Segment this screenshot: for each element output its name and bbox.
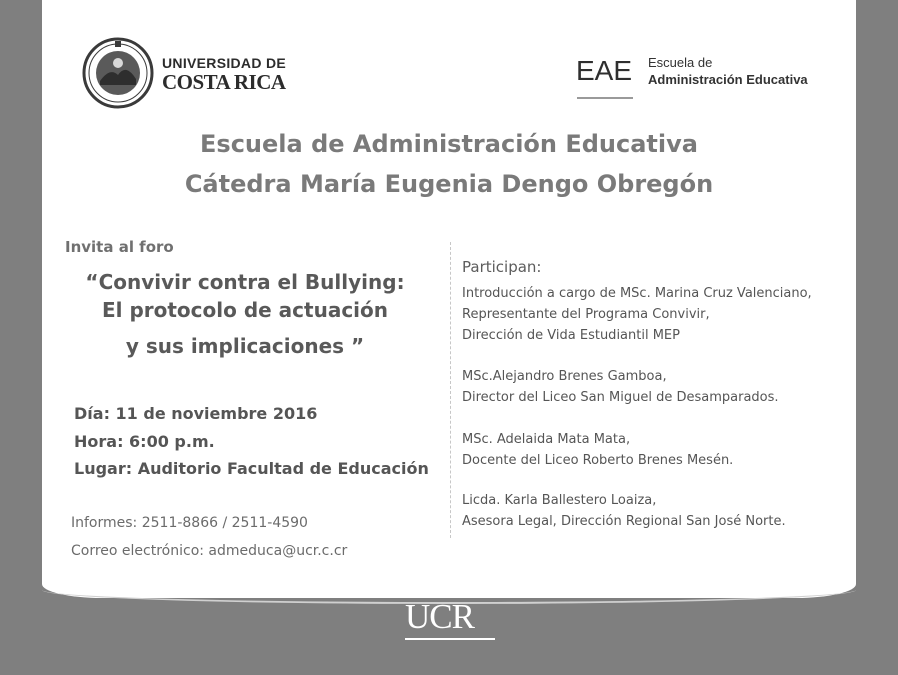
eae-underline [577,97,633,99]
participant-line: Docente del Liceo Roberto Brenes Mesén. [462,453,734,468]
participant-line: Representante del Programa Convivir, [462,307,710,322]
participant-line: Licda. Karla Ballestero Loaiza, [462,493,657,508]
ucr-footer-underline [405,638,495,640]
participant-line: Dirección de Vida Estudiantil MEP [462,328,680,343]
heading-catedra: Cátedra María Eugenia Dengo Obregón [184,170,714,198]
participant-line: Director del Liceo San Miguel de Desamparados. [462,390,779,405]
participant-line: Introducción a cargo de MSc. Marina Cruz Valenciano, [462,286,812,301]
eae-name-line1: Escuela de [648,55,713,70]
column-divider [450,242,451,538]
event-date: Día: 11 de noviembre 2016 [74,404,318,423]
ucr-footer-logo: UCR [405,597,474,636]
invite-label: Invita al foro [65,238,174,256]
forum-title-line1: “Convivir contra el Bullying: [85,270,405,294]
participants-label: Participan: [462,258,542,276]
forum-title-line3: y sus implicaciones ” [125,334,365,358]
university-seal-icon [82,37,154,109]
heading-school: Escuela de Administración Educativa [200,130,698,158]
university-name-line2: COSTA RICA [162,70,286,94]
event-place: Lugar: Auditorio Facultad de Educación [74,459,429,478]
contact-email: Correo electrónico: admeduca@ucr.c.cr [71,543,348,559]
participant-line: Asesora Legal, Dirección Regional San José Norte. [462,514,786,529]
forum-title-line2: El protocolo de actuación [101,298,389,322]
participant-line: MSc.Alejandro Brenes Gamboa, [462,369,667,384]
eae-logo: EAE [576,55,633,86]
participant-line: MSc. Adelaida Mata Mata, [462,432,631,447]
contact-phone: Informes: 2511-8866 / 2511-4590 [71,515,308,531]
eae-name-line2: Administración Educativa [648,72,808,87]
event-time: Hora: 6:00 p.m. [74,432,215,451]
university-name-line1: UNIVERSIDAD DE [162,55,286,71]
